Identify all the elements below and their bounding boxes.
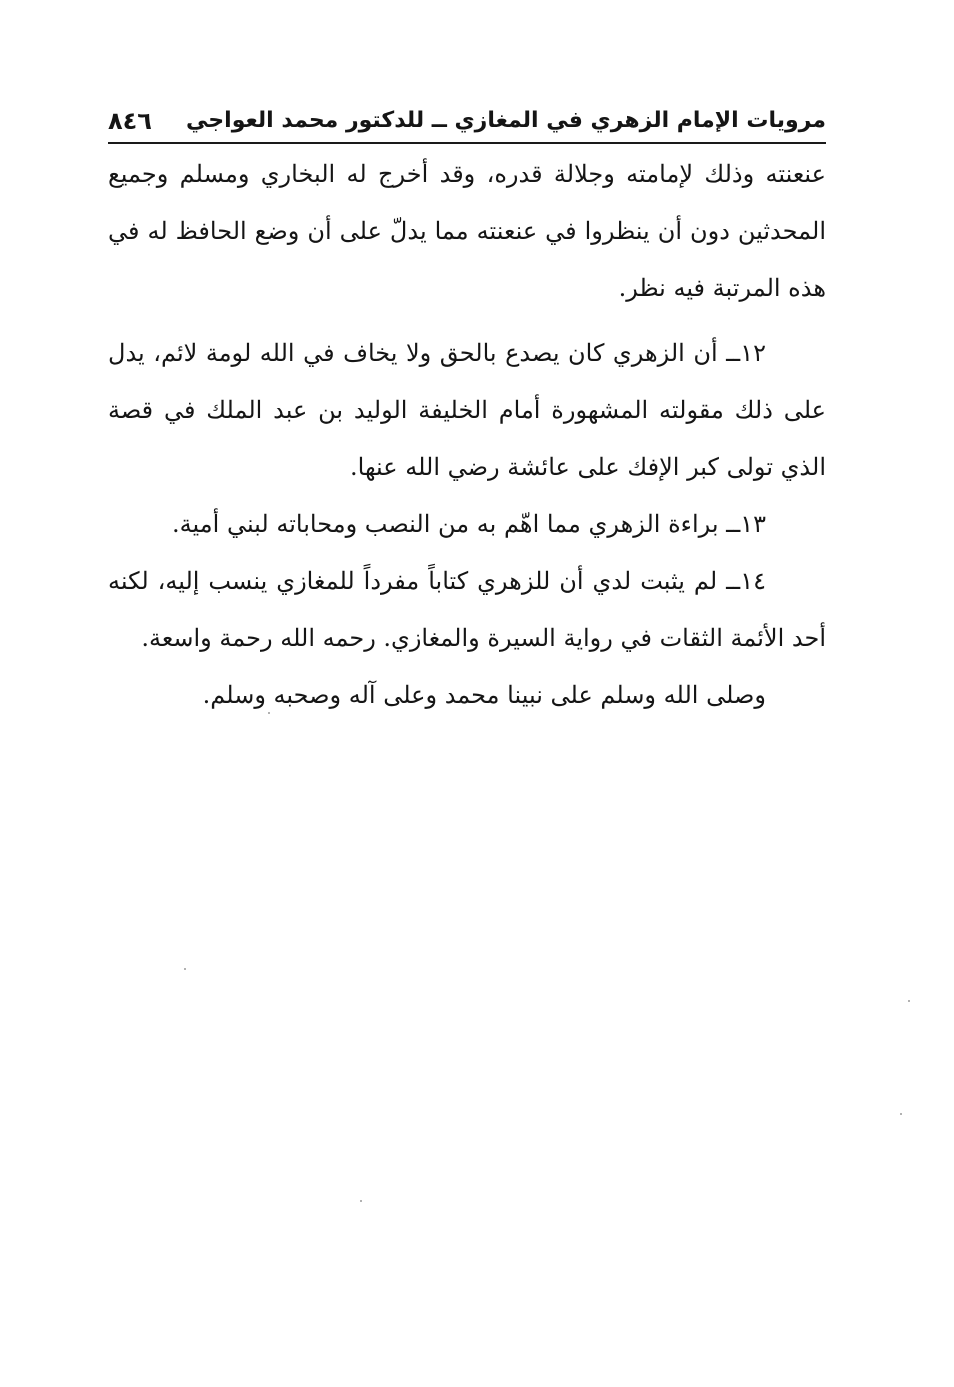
scan-speck — [360, 1200, 362, 1202]
running-header — [108, 104, 826, 144]
scan-speck — [184, 968, 186, 970]
paragraph-item-13: ١٣ــ براءة الزهري مما اهّم به من النصب ومحاباته لبني أمية. — [172, 510, 766, 538]
closing-prayer: وصلى الله وسلم على نبينا محمد وعلى آله وصحبه وسلم. — [202, 681, 766, 709]
scan-speck — [908, 1000, 910, 1002]
header-divider — [108, 142, 826, 144]
scan-speck — [268, 712, 270, 714]
paragraph-item-14: ١٤ــ لم يثبت لدي أن للزهري كتاباً مفرداً للمغازي ينسب إليه، لكنه أحد الأئمة الثقات في رواية السيرة والمغازي. رحمه الله رحمة واسعة. — [108, 567, 826, 652]
page-number: ٨٤٦ — [108, 107, 152, 135]
scan-speck — [900, 1113, 902, 1115]
body-text — [108, 146, 826, 724]
paragraph-item-12: ١٢ــ أن الزهري كان يصدع بالحق ولا يخاف في الله لومة لائم، يدل على ذلك مقولته المشهورة أمام الخليفة الوليد بن عبد الملك في قصة الذي تولى كبر الإفك على عائشة رضي الله عنها. — [108, 339, 826, 481]
paragraph-continuation: عنعنته وذلك لإمامته وجلالة قدره، وقد أخرج له البخاري ومسلم وجميع المحدثين دون أن ينظروا في عنعنته مما يدلّ على أن وضع الحافظ له في هذه المرتبة فيه نظر. — [108, 160, 826, 302]
header-title: مرويات الإمام الزهري في المغازي ــ للدكتور محمد العواجي — [186, 108, 826, 133]
